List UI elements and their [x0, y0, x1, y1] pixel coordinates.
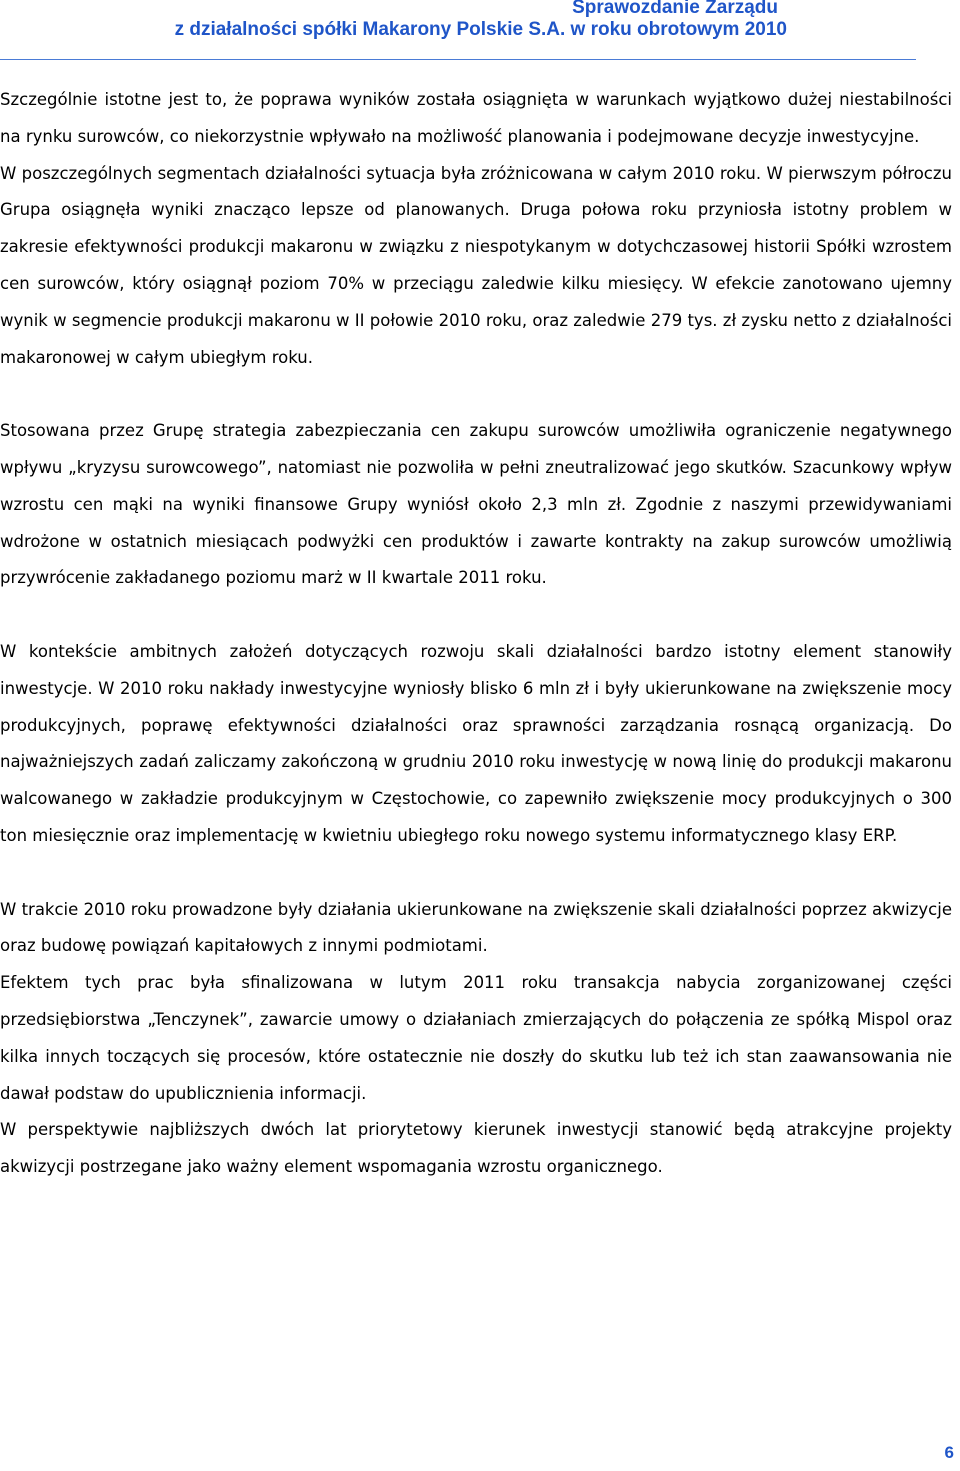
paragraph-2: W poszczególnych segmentach działalności sytuacja była zróżnicowana w całym 2010 roku. W pierwszym półroczu Grupa osiągnęła wyniki znacząco lepsze od planowanych. Druga połowa roku przyniosła istotny problem w zakresie efektywności produkcji makaronu w związku z niespotykanym w dotychczasowej historii Spółki wzrostem cen surowców, który osiągnął poziom 70% w przeciągu zaledwie kilku miesięcy. W efekcie zanotowano ujemny wynik w segmencie produkcji makaronu w II połowie 2010 roku, oraz zaledwie 279 tys. zł zysku netto z działalności makaronowej w całym ubiegłym roku. — [0, 163, 952, 367]
paragraph-gap — [0, 855, 952, 892]
paragraph-1: Szczególnie istotne jest to, że poprawa wyników została osiągnięta w warunkach wyjątkowo dużej niestabilności na rynku surowców, co niekorzystnie wpływało na możliwość planowania i podejmowane decyzje inwestycyjne. — [0, 90, 952, 146]
paragraph-6: Efektem tych prac była sfinalizowana w lutym 2011 roku transakcja nabycia zorganizowanej części przedsiębiorstwa „Tenczynek”, zawarcie umowy o działaniach zmierzających do połączenia ze spółką Mispol oraz kilka innych toczących się procesów, które ostatecznie nie doszły do skutku lub też ich stan zaawansowania nie dawał podstaw do upublicznienia informacji. — [0, 973, 952, 1103]
document-header — [0, 0, 960, 41]
paragraph-3: Stosowana przez Grupę strategia zabezpieczania cen zakupu surowców umożliwiła ograniczenie negatywnego wpływu „kryzysu surowcowego”, natomiast nie pozwoliła w pełni zneutralizować jego skutków. Szacunkowy wpływ wzrostu cen mąki na wyniki finansowe Grupy wyniósł około 2,3 mln zł. Zgodnie z naszymi przewidywaniami wdrożone w ostatnich miesiącach podwyżki cen produktów i zawarte kontrakty na zakup surowców umożliwią przywrócenie zakładanego poziomu marż w II kwartale 2011 roku. — [0, 421, 952, 588]
document-body — [0, 82, 952, 1186]
header-subtitle: z działalności spółki Makarony Polskie S.A. w roku obrotowym 2010 — [174, 19, 787, 40]
page-number: 6 — [944, 1443, 954, 1462]
header-title: Sprawozdanie Zarządu — [572, 0, 778, 18]
paragraph-gap — [0, 376, 952, 413]
header-divider — [0, 59, 916, 60]
paragraph-5: W trakcie 2010 roku prowadzone były działania ukierunkowane na zwiększenie skali działalności poprzez akwizycje oraz budowę powiązań kapitałowych z innymi podmiotami. — [0, 899, 952, 956]
paragraph-gap — [0, 597, 952, 634]
paragraph-7: W perspektywie najbliższych dwóch lat priorytetowy kierunek inwestycji stanowić będą atrakcyjne projekty akwizycji postrzegane jako ważny element wspomagania wzrostu organicznego. — [0, 1120, 952, 1177]
paragraph-4: W kontekście ambitnych założeń dotyczących rozwoju skali działalności bardzo istotny element stanowiły inwestycje. W 2010 roku nakłady inwestycyjne wyniosły blisko 6 mln zł i były ukierunkowane na zwiększenie mocy produkcyjnych, poprawę efektywności działalności oraz sprawności zarządzania rosnącą organizacją. Do najważniejszych zadań zaliczamy zakończoną w grudniu 2010 roku inwestycję w nową linię do produkcji makaronu walcowanego w zakładzie produkcyjnym w Częstochowie, co zapewniło zwiększenie mocy produkcyjnych o 300 ton miesięcznie oraz implementację w kwietniu ubiegłego roku nowego systemu informatycznego klasy ERP. — [0, 641, 952, 845]
